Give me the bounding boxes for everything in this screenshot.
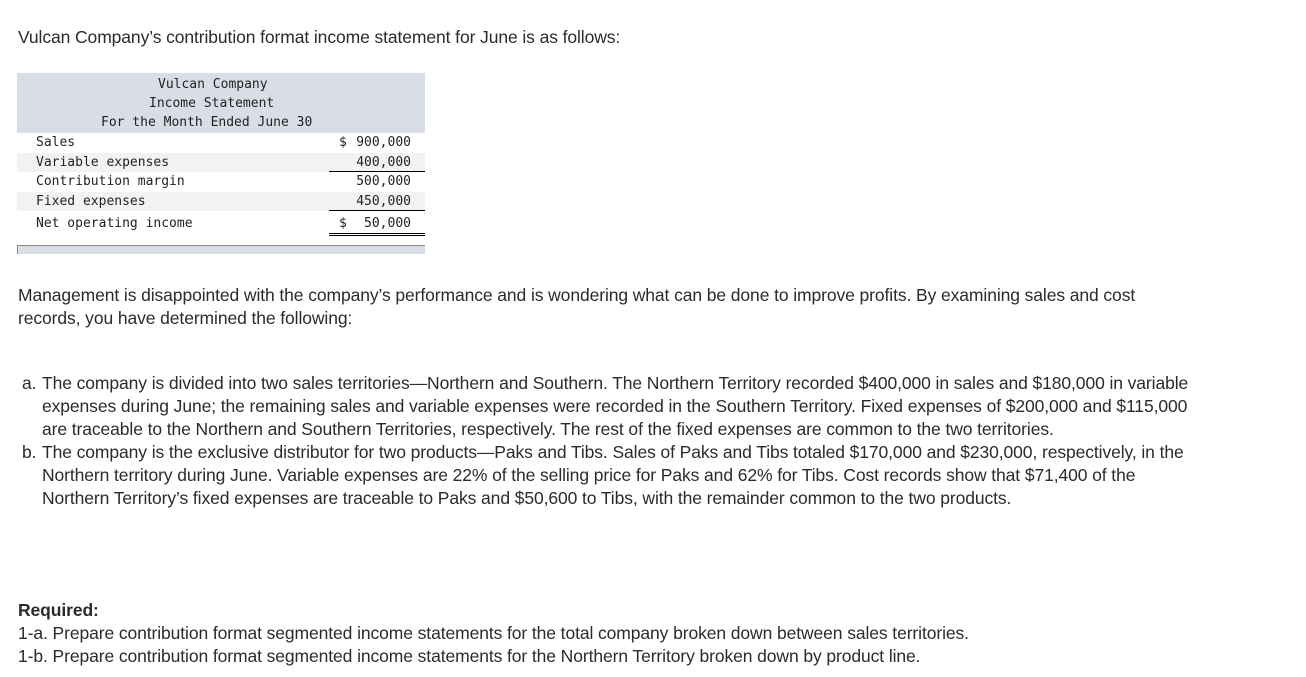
row-value: 400,000 bbox=[329, 153, 425, 173]
row-label: Sales bbox=[36, 135, 76, 150]
statement-footer-bar bbox=[17, 245, 425, 254]
row-net-operating-income bbox=[17, 211, 425, 236]
row-value: $ 50,000 bbox=[329, 211, 425, 236]
required-section bbox=[18, 599, 969, 668]
finding-label: b. bbox=[22, 442, 37, 462]
statement-period: For the Month Ended June 30 bbox=[101, 115, 313, 130]
finding-text: The company is divided into two sales territories—Northern and Southern. The Northern Territory recorded $400,000 in sales and $180,000 in variable expenses during June; the remaining sales and variable expenses were recorded in the Southern Territory. Fixed expenses of $200,000 and $115,000 are traceable to the Northern and Southern Territories, respectively. The rest of the fixed expenses are common to the two territories. bbox=[42, 373, 1189, 439]
required-item-1a: 1-a. Prepare contribution format segmented income statements for the total company broken down between sales territories. bbox=[18, 623, 969, 643]
income-statement-table bbox=[17, 73, 425, 254]
required-item-1b: 1-b. Prepare contribution format segmented income statements for the Northern Territory broken down by product line. bbox=[18, 646, 921, 666]
row-label: Net operating income bbox=[36, 216, 193, 231]
finding-text: The company is the exclusive distributor for two products—Paks and Tibs. Sales of Paks and Tibs totaled $170,000 and $230,000, respectively, in the Northern territory during June. Variable expenses are 22% of the selling price for Paks and 62% for Tibs. Cost records show that $71,400 of the Northern Territory’s fixed expenses are traceable to Paks and $50,600 to Tibs, with the remainder common to the two products. bbox=[42, 442, 1184, 508]
row-value: 500,000 bbox=[356, 174, 411, 189]
required-title: Required: bbox=[18, 600, 99, 620]
statement-company: Vulcan Company bbox=[158, 77, 268, 92]
row-label: Contribution margin bbox=[36, 174, 185, 189]
finding-a bbox=[22, 372, 1202, 441]
row-contribution-margin bbox=[17, 172, 425, 192]
row-value: $ 900,000 bbox=[339, 135, 411, 150]
finding-b bbox=[22, 441, 1202, 510]
finding-label: a. bbox=[22, 373, 37, 393]
row-label: Fixed expenses bbox=[36, 193, 146, 209]
row-sales bbox=[17, 133, 425, 153]
row-fixed-expenses bbox=[17, 192, 425, 212]
intro-text: Vulcan Company’s contribution format income statement for June is as follows: bbox=[18, 27, 621, 47]
statement-title: Income Statement bbox=[149, 96, 275, 111]
findings-list bbox=[22, 372, 1202, 510]
statement-header bbox=[17, 73, 425, 133]
management-paragraph: Management is disappointed with the company’s performance and is wondering what can be done to improve profits. By examining sales and cost records, you have determined the following: bbox=[18, 285, 1136, 328]
row-label: Variable expenses bbox=[36, 154, 170, 170]
row-value: 450,000 bbox=[329, 192, 425, 212]
row-variable-expenses bbox=[17, 153, 425, 173]
